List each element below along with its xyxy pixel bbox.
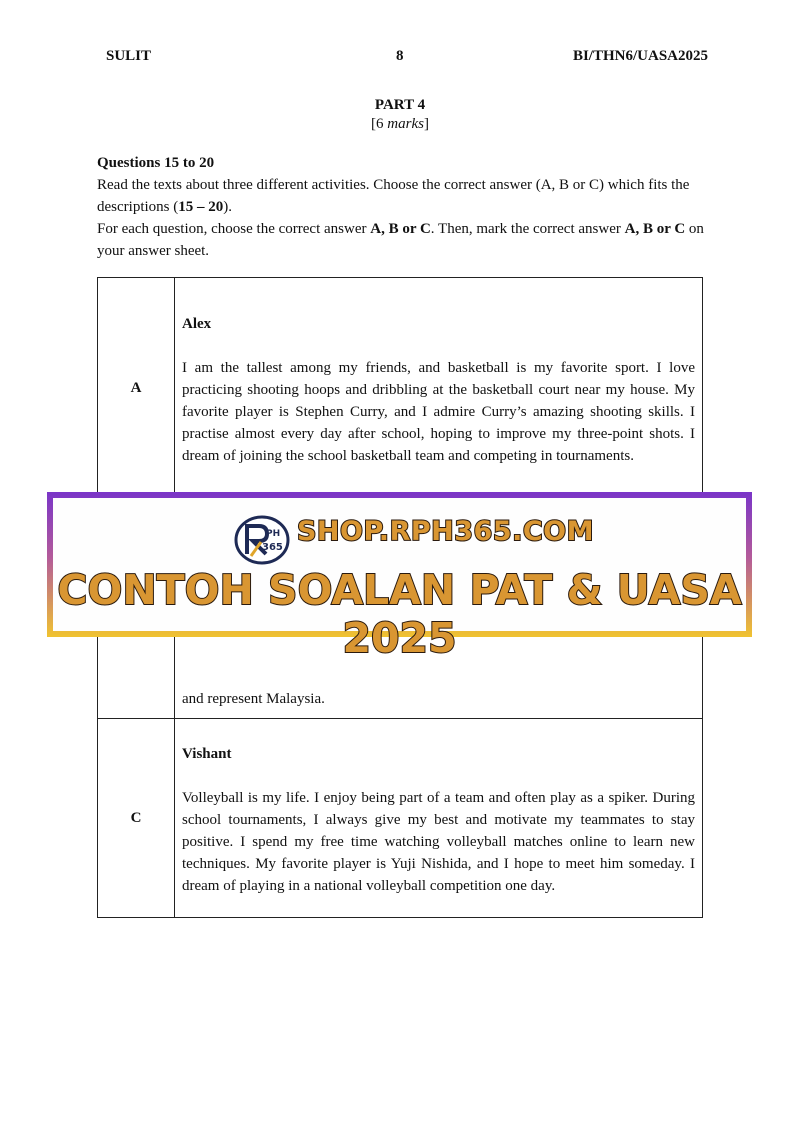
row-letter: C <box>98 719 175 918</box>
instructions <box>97 152 705 262</box>
questions-label: Questions 15 to 20 <box>97 155 215 171</box>
header-left-label: SULIT <box>106 48 152 64</box>
person-description: I am the tallest among my friends, and basketball is my favorite sport. I love practicing shooting hoops and dribbling at the basketball court near my house. My favorite player is Stephen Curry, and I admire Curry’s amazing shooting skills. I practise almost every day after school, hoping to improve my three-point shots. I dream of joining the school basketball team and competing in tournaments. <box>182 360 695 464</box>
watermark-banner <box>47 492 752 662</box>
table-row-a <box>98 278 703 499</box>
person-name: Alex <box>182 316 212 332</box>
table-row-c <box>98 719 703 918</box>
watermark-url: SHOP.RPH365.COM <box>296 516 594 547</box>
instruction-line-1: Read the texts about three different activities. Choose the correct answer (A, B or C) which fits the descriptions (15 – 20). <box>97 177 690 215</box>
part-marks: [6 marks] <box>371 116 429 132</box>
paper-code: BI/THN6/UASA2025 <box>572 48 708 64</box>
instruction-line-2: For each question, choose the correct answer A, B or C. Then, mark the correct answer A, B or C on your answer sheet. <box>97 221 704 259</box>
person-name: Vishant <box>182 746 232 762</box>
logo-text-bottom: 365 <box>262 542 283 553</box>
part-title: PART 4 <box>374 97 426 113</box>
page-number: 8 <box>396 48 404 64</box>
person-description: Volleyball is my life. I enjoy being part of a team and often play as a spiker. During school tournaments, I always give my best and motivate my teammates to stay positive. I spend my free time watching volleyball matches online to learn new techniques. My favorite player is Yuji Nishida, and I hope to meet him someday. I dream of playing in a national volleyball competition one day. <box>182 790 695 894</box>
logo-text-top: PH <box>266 529 281 539</box>
row-letter: A <box>98 278 175 499</box>
watermark-title: CONTOH SOALAN PAT & UASA 2025 <box>57 566 742 662</box>
row-content <box>175 719 703 918</box>
person-description-tail: and represent Malaysia. <box>182 691 325 707</box>
row-content <box>175 278 703 499</box>
